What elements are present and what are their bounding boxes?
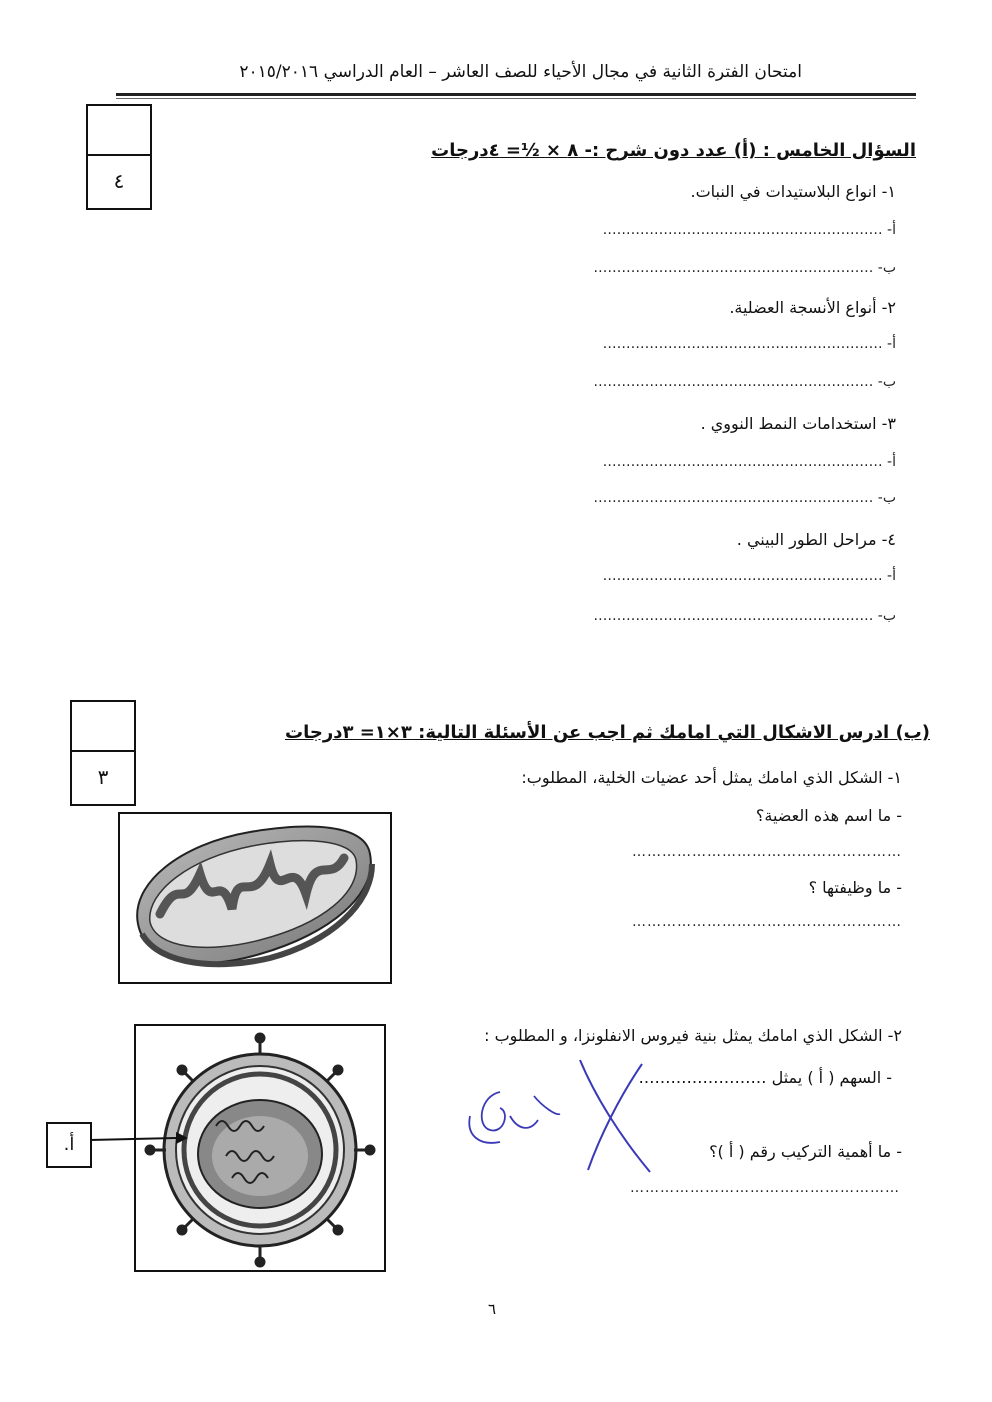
grade-box-b-empty — [72, 702, 134, 752]
label-a-text: أ. — [63, 1134, 75, 1155]
label-a-box — [46, 1122, 92, 1168]
question-a1: ١- انواع البلاستيدات في النبات. — [690, 182, 896, 201]
answer-line-a1-a[interactable]: أ- …………………………………………………… — [602, 222, 896, 238]
mitochondrion-icon — [120, 814, 390, 982]
answer-line-b1-sub2[interactable]: ……………………………………………… — [632, 914, 902, 930]
answer-line-a4-a[interactable]: أ- …………………………………………………… — [602, 568, 896, 584]
answer-line-a4-b[interactable]: ب- …………………………………………………… — [593, 608, 896, 624]
question-a2: ٢- أنواع الأنسجة العضلية. — [729, 298, 896, 317]
grade-box-a-empty — [88, 106, 150, 156]
question-b2-sub1: - السهم ( أ ) يمثل …………………… — [638, 1068, 892, 1087]
grade-box-b — [70, 700, 136, 806]
question-b1: ١- الشكل الذي امامك يمثل أحد عضيات الخلية، المطلوب: — [521, 768, 902, 787]
section-b-title-main: (ب) ادرس الاشكال التي امامك ثم اجب عن الأسئلة التالية: ٣×١= ٣درجات — [285, 722, 930, 743]
section-a-title — [431, 140, 916, 161]
section-a-title-prefix: السؤال الخامس : — [756, 140, 916, 161]
arrow-icon — [90, 1128, 190, 1152]
answer-line-a2-a[interactable]: أ- …………………………………………………… — [602, 336, 896, 352]
question-a4: ٤- مراحل الطور البيني . — [736, 530, 896, 549]
page-number: ٦ — [488, 1300, 497, 1318]
section-a-title-main: (أ) عدد دون شرح :- ٨ × ½= ٤درجات — [431, 140, 757, 161]
answer-line-a1-b[interactable]: ب- …………………………………………………… — [593, 260, 896, 276]
question-b1-sub2: - ما وظيفتها ؟ — [808, 878, 902, 897]
handwritten-cross-mark — [460, 1056, 680, 1176]
question-b1-sub1: - ما اسم هذه العضية؟ — [755, 806, 902, 825]
answer-line-b1-sub1[interactable]: ……………………………………………… — [632, 844, 902, 860]
answer-line-a2-b[interactable]: ب- …………………………………………………… — [593, 374, 896, 390]
exam-header: امتحان الفترة الثانية في مجال الأحياء للصف العاشر – العام الدراسي ٢٠١٥/٢٠١٦ — [239, 62, 802, 82]
header-rule-thin — [116, 98, 916, 99]
grade-box-a — [86, 104, 152, 210]
mitochondrion-image — [118, 812, 392, 984]
question-a3: ٣- استخدامات النمط النووي . — [700, 414, 896, 433]
grade-box-a-value: ٤ — [113, 169, 125, 193]
answer-line-a3-b[interactable]: ب- …………………………………………………… — [593, 490, 896, 506]
answer-line-a3-a[interactable]: أ- …………………………………………………… — [602, 454, 896, 470]
section-b-title — [285, 722, 930, 743]
grade-box-b-value: ٣ — [97, 765, 109, 789]
header-rule — [116, 93, 916, 96]
answer-line-b2-sub2[interactable]: ……………………………………………… — [630, 1180, 900, 1196]
question-b2: ٢- الشكل الذي امامك يمثل بنية فيروس الانفلونزا، و المطلوب : — [484, 1026, 902, 1045]
question-b2-sub2: - ما أهمية التركيب رقم ( أ )؟ — [709, 1142, 902, 1161]
